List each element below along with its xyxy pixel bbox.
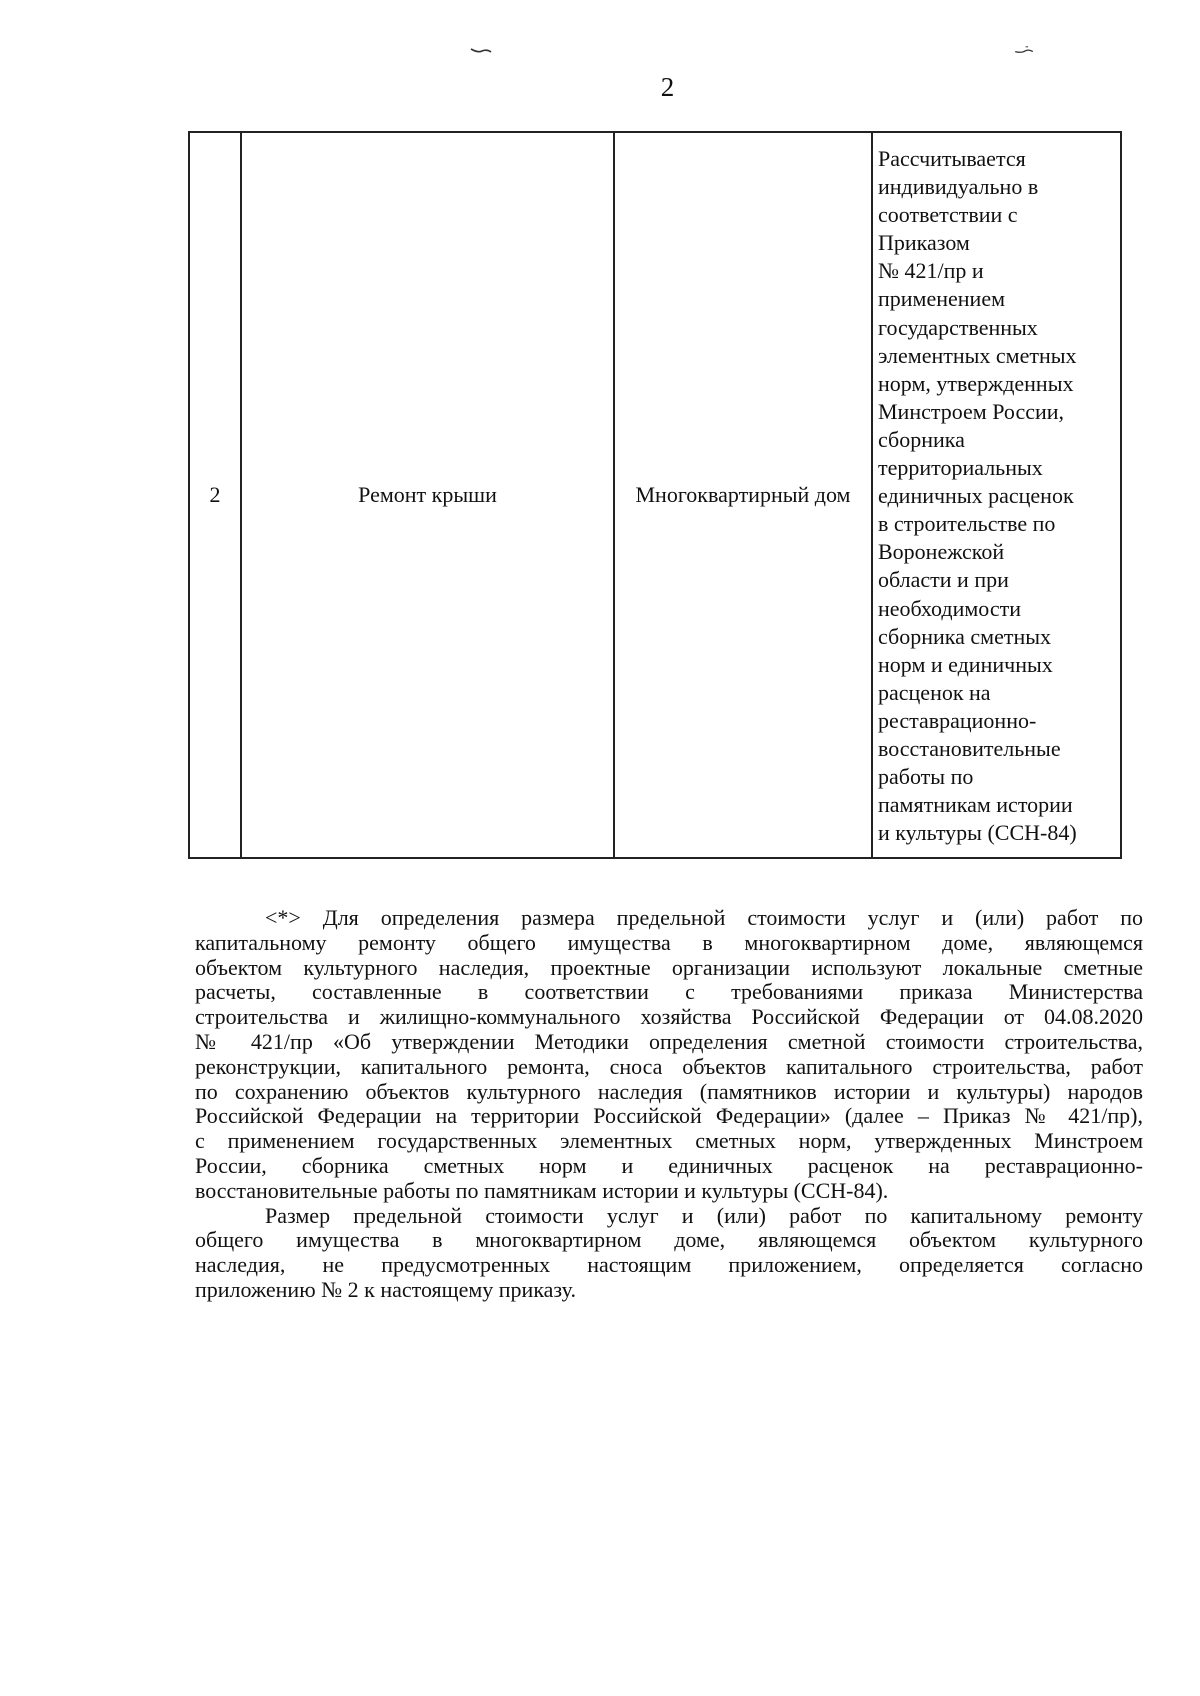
cost-method-line: Воронежской xyxy=(878,539,1005,565)
cost-method-line: № 421/пр и xyxy=(878,258,984,284)
cost-method-line: государственных xyxy=(878,314,1038,340)
cost-method-line: норм и единичных xyxy=(878,651,1053,677)
cost-method-line: в строительстве по xyxy=(878,511,1056,537)
text-line: <*> Для определения размера предельной стоимости услуг и (или) работ по xyxy=(265,905,1143,930)
cost-method-line: работы по xyxy=(878,764,974,790)
stamp-mark-right xyxy=(1012,46,1036,54)
cost-method-line: Рассчитывается xyxy=(878,146,1026,171)
text-line: Российской Федерации на территории Российской Федерации» (далее – Приказ № 421/пр), xyxy=(195,1103,1143,1129)
cost-method-line: соответствии с xyxy=(878,202,1018,228)
text-line: с применением государственных элементных сметных норм, утвержденных Минстроем xyxy=(195,1128,1143,1154)
cost-method-line: области и при xyxy=(878,567,1009,593)
cost-method-line: сборника сметных xyxy=(878,623,1052,649)
cost-method-line: реставрационно- xyxy=(878,707,1037,733)
cost-table xyxy=(188,131,1122,859)
footnote-paragraph xyxy=(195,1204,1143,1303)
cost-method-line: памятникам истории xyxy=(878,792,1073,818)
text-line: реконструкции, капитального ремонта, сноса объектов капитального строительства, работ xyxy=(195,1053,1143,1079)
cost-method-line: расценок на xyxy=(878,679,991,705)
work-type-cell: Ремонт крыши xyxy=(241,132,614,858)
text-line: по сохранению объектов культурного наследия (памятников истории и культуры) народов xyxy=(195,1078,1143,1104)
table-row xyxy=(189,132,1121,858)
text-line: № 421/пр «Об утверждении Методики определения сметной стоимости строительства, xyxy=(195,1028,1143,1054)
cost-method-line: территориальных xyxy=(878,455,1043,481)
text-line: расчеты, составленные в соответствии с требованиями приказа Министерства xyxy=(195,979,1143,1005)
text-line: строительства и жилищно-коммунального хозяйства Российской Федерации от 04.08.2020 xyxy=(195,1004,1143,1030)
cost-method-line: норм, утвержденных xyxy=(878,370,1074,396)
cost-method-line: необходимости xyxy=(878,595,1022,621)
page-number: 2 xyxy=(660,72,675,102)
text-line: приложению № 2 к настоящему приказу. xyxy=(195,1276,576,1302)
row-number-cell: 2 xyxy=(189,132,241,858)
text-line: России, сборника сметных норм и единичных расценок на реставрационно- xyxy=(195,1152,1143,1178)
cost-method-line: восстановительные xyxy=(878,735,1061,761)
cost-method-cell xyxy=(872,132,1121,858)
cost-method-line: элементных сметных xyxy=(878,342,1077,368)
text-line: наследия, не предусмотренных настоящим приложением, определяется согласно xyxy=(195,1252,1143,1278)
text-line: Размер предельной стоимости услуг и (или) работ по капитальному ремонту xyxy=(265,1202,1143,1228)
cost-method-line: применением xyxy=(878,286,1006,312)
footnote-text xyxy=(195,906,1143,1303)
cost-method-line: Минстроем России, xyxy=(878,398,1065,424)
cost-method-line: индивидуально в xyxy=(878,174,1039,200)
text-line: общего имущества в многоквартирном доме, являющемся объектом культурного xyxy=(195,1227,1143,1253)
text-line: восстановительные работы по памятникам истории и культуры (ССН-84). xyxy=(195,1177,889,1203)
text-line: капитальному ремонту общего имущества в многоквартирном доме, являющемся xyxy=(195,929,1143,955)
footnote-paragraph xyxy=(195,906,1143,1204)
cost-method-line: единичных расценок xyxy=(878,483,1074,509)
object-type-cell: Многоквартирный дом xyxy=(614,132,872,858)
cost-method-line: Приказом xyxy=(878,230,970,256)
text-line: объектом культурного наследия, проектные организации используют локальные сметные xyxy=(195,954,1143,980)
cost-method-line: и культуры (ССН-84) xyxy=(878,820,1077,846)
cost-method-line: сборника xyxy=(878,426,965,452)
stamp-mark-left xyxy=(470,46,492,54)
